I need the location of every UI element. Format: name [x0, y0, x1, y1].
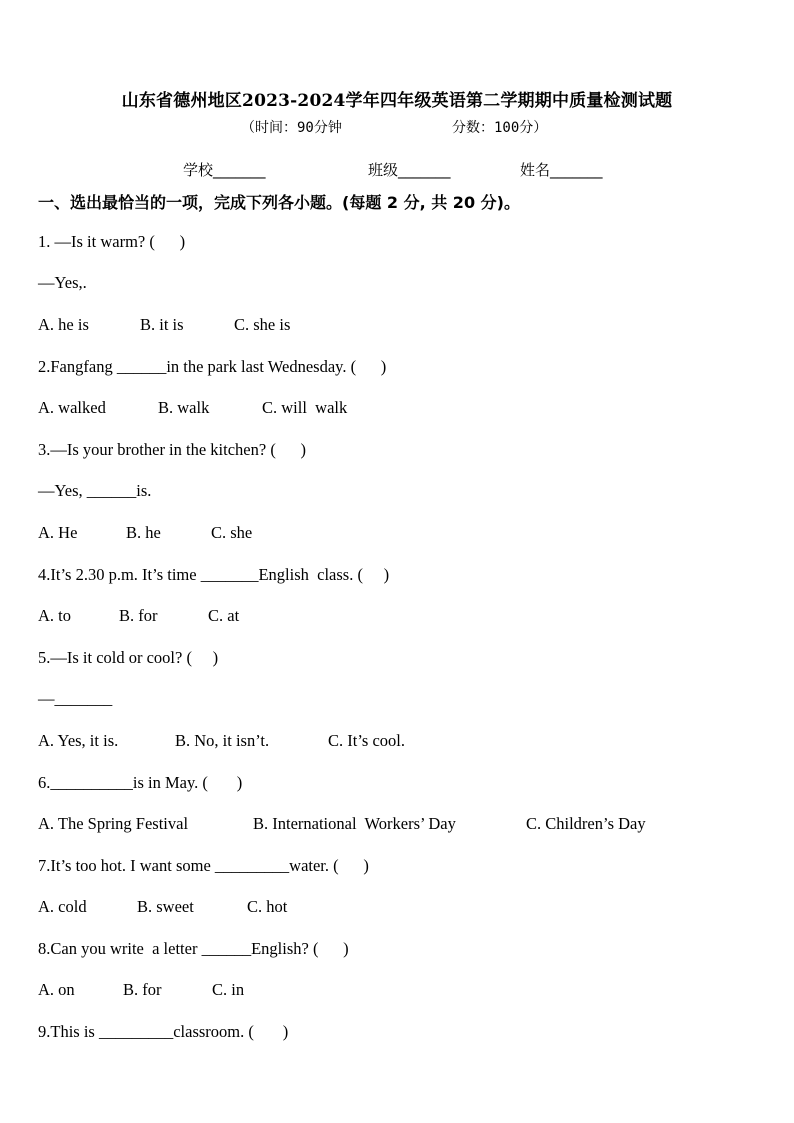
option-c[interactable]: C. in	[212, 980, 245, 999]
option-b[interactable]: B. No, it isn’t.	[175, 731, 270, 750]
question-stem: 8.Can you write a letter ______English? ( )	[38, 939, 349, 958]
question-stem: 9.This is _________classroom. ( )	[38, 1022, 289, 1041]
option-c[interactable]: C. at	[208, 606, 240, 625]
exam-title: 山东省德州地区2023-2024学年四年级英语第二学期期中质量检测试题	[121, 91, 673, 111]
option-b[interactable]: B. for	[123, 980, 162, 999]
time-limit: （时间：90分钟	[241, 120, 342, 136]
option-c[interactable]: C. she	[211, 523, 253, 542]
question-stem: 2.Fangfang ______in the park last Wednesday. ( )	[38, 357, 387, 376]
question-stem: 4.It’s 2.30 p.m. It’s time _______English class. ( )	[38, 565, 390, 584]
question-stem: 3.—Is your brother in the kitchen? ( )	[38, 440, 307, 459]
option-a[interactable]: A. on	[38, 980, 75, 999]
option-c[interactable]: C. will walk	[262, 398, 348, 417]
question-line: —_______	[38, 689, 113, 708]
option-a[interactable]: A. to	[38, 606, 71, 625]
option-c[interactable]: C. It’s cool.	[328, 731, 405, 750]
option-b[interactable]: B. International Workers’ Day	[253, 814, 456, 833]
question-line: —Yes, ______is.	[38, 481, 152, 500]
option-a[interactable]: A. The Spring Festival	[38, 814, 189, 833]
option-a[interactable]: A. he is	[38, 315, 89, 334]
option-b[interactable]: B. he	[126, 523, 161, 542]
option-a[interactable]: A. cold	[38, 897, 87, 916]
option-b[interactable]: B. for	[119, 606, 158, 625]
question-stem: 6.__________is in May. ( )	[38, 773, 243, 792]
option-b[interactable]: B. walk	[158, 398, 210, 417]
question-stem: 1. —Is it warm? ( )	[38, 232, 186, 251]
section-heading: 一、选出最恰当的一项，完成下列各小题。(每题 2 分, 共 20 分)。	[38, 193, 520, 212]
option-c[interactable]: C. hot	[247, 897, 288, 916]
class-field[interactable]: 班级_______	[368, 161, 451, 179]
name-field[interactable]: 姓名_______	[520, 161, 603, 179]
option-c[interactable]: C. she is	[234, 315, 291, 334]
option-a[interactable]: A. walked	[38, 398, 106, 417]
option-b[interactable]: B. it is	[140, 315, 184, 334]
total-score: 分数：100分）	[452, 120, 548, 136]
option-b[interactable]: B. sweet	[137, 897, 194, 916]
question-stem: 7.It’s too hot. I want some _________water. ( )	[38, 856, 369, 875]
option-a[interactable]: A. Yes, it is.	[38, 731, 119, 750]
question-stem: 5.—Is it cold or cool? ( )	[38, 648, 219, 667]
school-field[interactable]: 学校_______	[183, 161, 266, 179]
option-c[interactable]: C. Children’s Day	[526, 814, 646, 833]
question-line: —Yes,.	[38, 273, 87, 292]
option-a[interactable]: A. He	[38, 523, 78, 542]
